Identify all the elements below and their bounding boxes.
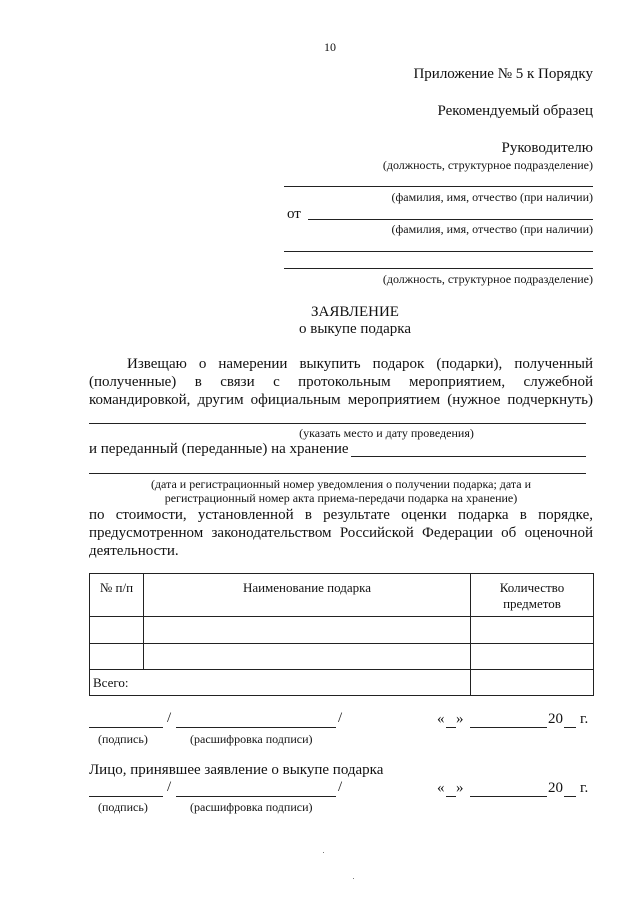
notice-caption-2: регистрационный номер акта приема-передачи подарка на хранение) [164,491,518,505]
page-number: 10 [324,40,336,54]
position-caption-1: (должность, структурное подразделение) [382,158,593,172]
col-name-header: Наименование подарка [144,574,471,617]
fio-caption-1: (фамилия, имя, отчество (при наличии) [391,190,593,204]
applicant-date-month-line[interactable] [470,727,547,728]
table-cell-name[interactable] [144,617,471,644]
col-number-header: № п/п [90,574,144,617]
notice-caption-1: (дата и регистрационный номер уведомления о получении подарка; дата и [150,477,532,491]
table-cell-name[interactable] [144,644,471,670]
applicant-date-day-line[interactable] [446,727,456,728]
position-line-b[interactable] [284,268,593,269]
table-cell-qty[interactable] [471,644,594,670]
notice-line[interactable] [89,473,586,474]
receiver-date-quote-close: » [456,780,464,796]
from-label: от [287,206,301,222]
receiver-decoding-line[interactable] [176,796,336,797]
applicant-date-quote-open: « [437,711,445,727]
table-cell-number[interactable] [90,617,144,644]
storage-label: и переданный (переданные) на хранение [89,441,349,457]
total-qty-cell[interactable] [471,670,594,696]
place-date-caption: (указать место и дату проведения) [299,426,474,440]
storage-line[interactable] [351,456,586,457]
applicant-year-prefix: 20 [548,711,563,727]
receiver-signature-line[interactable] [89,796,163,797]
col-qty-header-line-1: Количество [499,580,565,595]
receiver-signature-caption: (подпись) [98,800,148,814]
document-subtitle: о выкупе подарка [298,321,412,337]
receiver-year-prefix: 20 [548,780,563,796]
table-row[interactable] [90,617,594,644]
receiver-date-month-line[interactable] [470,796,547,797]
table-total-row [90,670,594,696]
document-title: ЗАЯВЛЕНИЕ [311,304,399,320]
applicant-signature-line[interactable] [89,727,163,728]
body-line-1: Извещаю о намерении выкупить подарок (подарки), полученный [127,356,593,372]
applicant-slash-1: / [167,710,172,726]
total-label: Всего: [90,670,471,696]
receiver-year-suffix: г. [580,780,589,796]
receiver-label: Лицо, принявшее заявление о выкупе подарка [89,762,384,778]
receiver-slash-1: / [167,779,172,795]
receiver-year-line[interactable] [564,796,576,797]
receiver-decoding-caption: (расшифровка подписи) [190,800,313,814]
fio-line-1[interactable] [284,186,593,187]
applicant-year-line[interactable] [564,727,576,728]
table-row[interactable] [90,644,594,670]
table-cell-qty[interactable] [471,617,594,644]
applicant-decoding-caption: (расшифровка подписи) [190,732,313,746]
applicant-date-quote-close: » [456,711,464,727]
scan-speck [323,852,324,853]
gifts-table [89,573,594,696]
receiver-slash-2: / [338,779,343,795]
applicant-signature-caption: (подпись) [98,732,148,746]
body-line-5: предусмотренном законодательством Российской Федерации об оценочной [89,525,593,541]
applicant-decoding-line[interactable] [176,727,336,728]
place-date-line[interactable] [89,423,586,424]
body-line-4: по стоимости, установленной в результате оценки подарка в порядке, [89,507,593,523]
fio-line-2[interactable] [308,219,593,220]
table-header-row [90,574,594,617]
fio-caption-2: (фамилия, имя, отчество (при наличии) [391,222,593,236]
body-line-6: деятельности. [89,543,179,559]
col-qty-header [471,574,594,617]
receiver-date-day-line[interactable] [446,796,456,797]
scan-speck [353,878,354,879]
table-cell-number[interactable] [90,644,144,670]
sample-label: Рекомендуемый образец [437,103,593,119]
applicant-slash-2: / [338,710,343,726]
addressee-label: Руководителю [501,140,593,156]
applicant-year-suffix: г. [580,711,589,727]
appendix-label: Приложение № 5 к Порядку [413,66,593,82]
col-qty-header-line-2: предметов [503,596,561,611]
position-caption-2: (должность, структурное подразделение) [382,272,593,286]
body-line-2: (полученные) в связи с протокольным мероприятием, служебной [89,374,593,390]
receiver-date-quote-open: « [437,780,445,796]
body-line-3: командировкой, другим официальным мероприятием (нужное подчеркнуть) [89,392,593,408]
position-line-a[interactable] [284,251,593,252]
